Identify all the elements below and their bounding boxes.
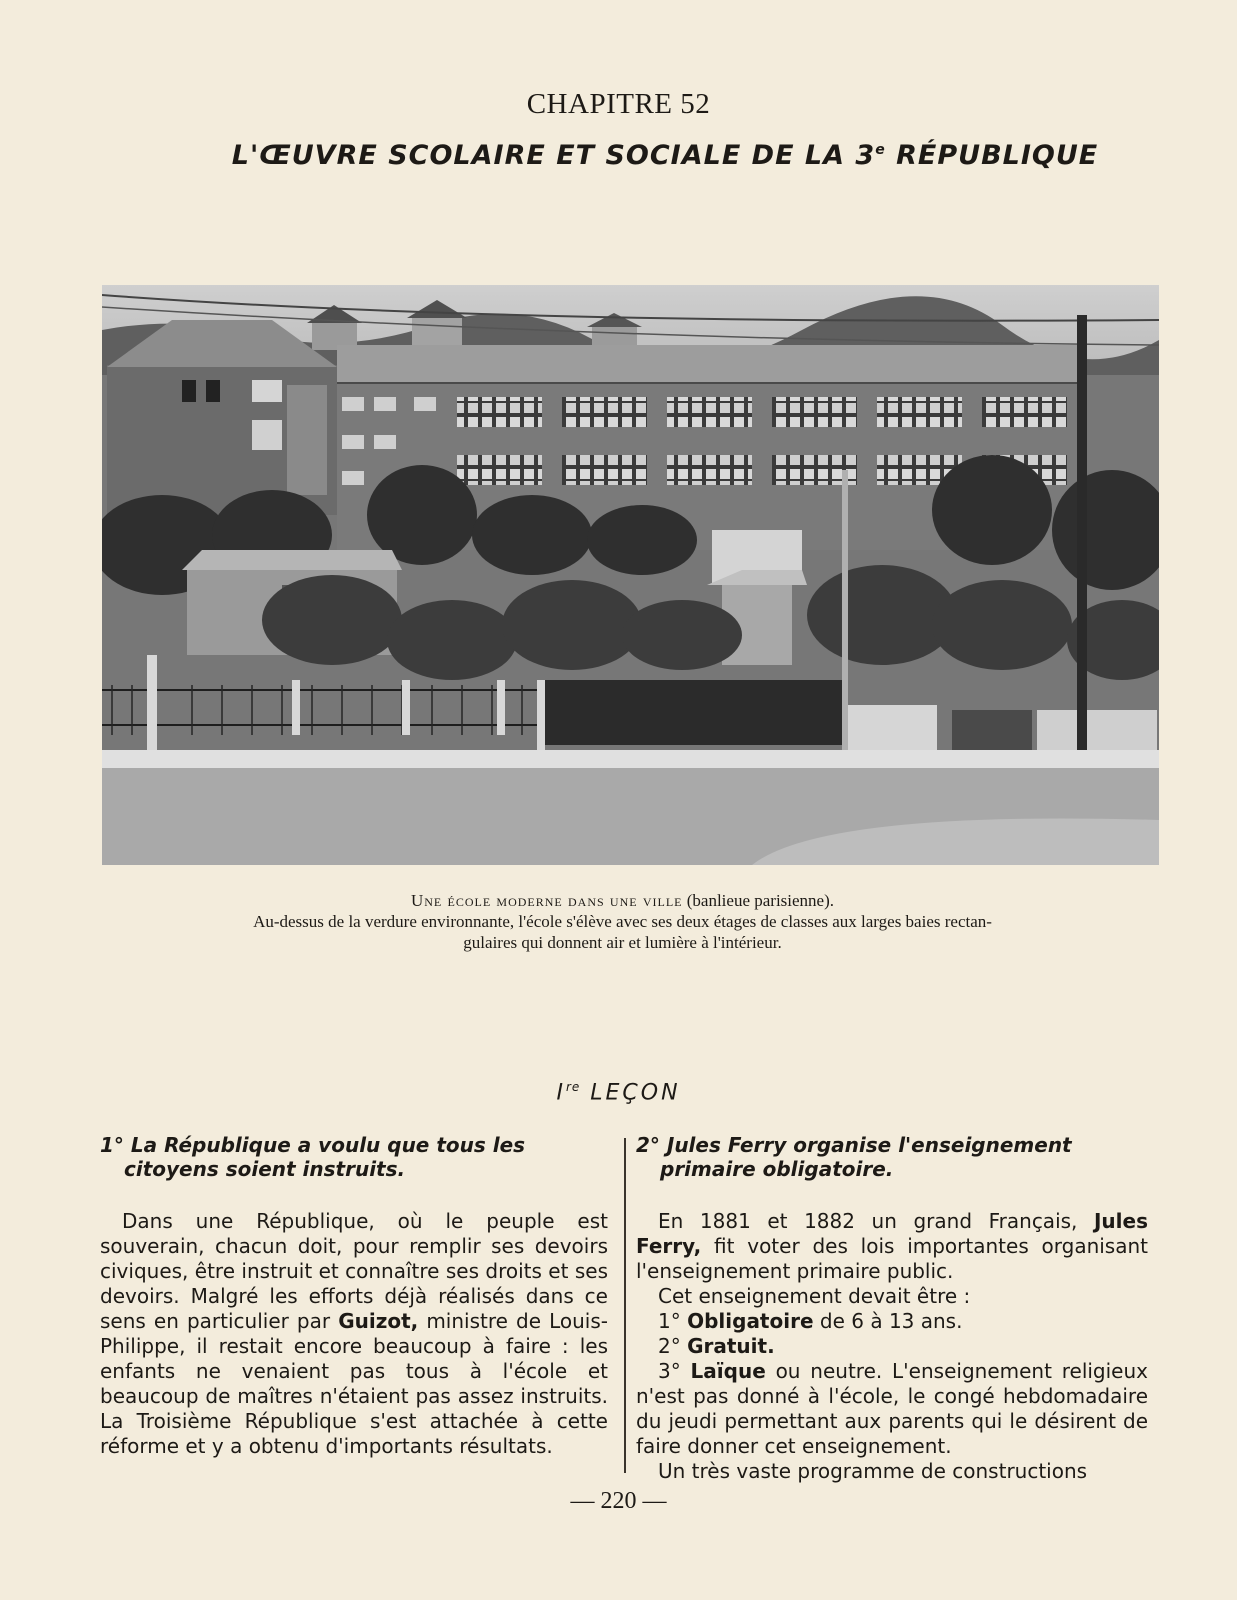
left-heading: 1° La République a voulu que tous les citoyens soient instruits.	[100, 1133, 526, 1181]
list-item-3-rest: ou neutre. L'enseignement religieux n'est pas donné à l'école, le congé hebdomadaire du jeudi permettant aux parents qui le désirent de faire donner cet enseignement.	[636, 1359, 1149, 1458]
left-column	[100, 1133, 608, 1459]
caption-line-2: Au-dessus de la verdure environnante, l'école s'élève avec ses deux étages de classes aux larges baies rectan-	[253, 912, 992, 931]
column-divider	[624, 1138, 626, 1473]
chapter-title	[80, 140, 1237, 171]
list-item-1-rest: de 6 à 13 ans.	[813, 1309, 963, 1333]
list-item-3	[636, 1359, 1148, 1459]
list-item-3-bold: Laïque	[690, 1359, 766, 1383]
list-item-2	[636, 1334, 1148, 1359]
school-photograph	[102, 285, 1159, 865]
list-item-1-number: 1°	[658, 1309, 688, 1333]
title-part-1: L'ŒUVRE SCOLAIRE ET SOCIALE DE LA 3	[231, 140, 876, 171]
list-item-2-bold: Gratuit.	[687, 1334, 775, 1358]
left-paragraph	[100, 1209, 608, 1459]
title-part-2: RÉPUBLIQUE	[885, 140, 1099, 171]
right-paragraph-2: Cet enseignement devait être :	[658, 1284, 971, 1308]
list-item-1-bold: Obligatoire	[687, 1309, 814, 1333]
photo-caption	[95, 890, 1150, 953]
list-item-2-number: 2°	[658, 1334, 688, 1358]
lesson-number: I	[556, 1080, 566, 1106]
page-number: — 220 —	[570, 1488, 667, 1514]
caption-line-1-end: (banlieue parisienne).	[682, 891, 835, 910]
list-item-1	[636, 1309, 1148, 1334]
list-item-3-number: 3°	[658, 1359, 691, 1383]
title-superscript: e	[875, 142, 886, 158]
lesson-word: LEÇON	[580, 1080, 681, 1106]
right-paragraph-1-end: fit voter des lois importantes organisant l'enseignement primaire public.	[636, 1234, 1148, 1283]
lesson-superscript: re	[565, 1080, 581, 1094]
school-photograph-drawing	[102, 285, 1159, 865]
caption-line-3: gulaires qui donnent air et lumière à l'intérieur.	[463, 933, 782, 952]
caption-line-1	[95, 890, 1150, 911]
ferry-name: Jules Ferry,	[636, 1209, 1148, 1258]
left-paragraph-start: Dans une République, où le peuple est souverain, chacun doit, pour remplir ses devoirs civiques, être instruit et connaître ses droits et ses devoirs. Malgré les efforts déjà réalisés dans ce sens en particulier par	[100, 1209, 608, 1333]
lesson-heading	[0, 1080, 1237, 1105]
right-paragraph-1	[636, 1209, 1148, 1284]
caption-smallcaps: Une école moderne dans une ville	[410, 891, 683, 910]
right-paragraph-1-start: En 1881 et 1882 un grand Français,	[658, 1209, 1094, 1233]
right-column	[636, 1133, 1148, 1484]
right-paragraph-last: Un très vaste programme de constructions	[658, 1459, 1088, 1483]
chapter-number: CHAPITRE 52	[526, 88, 711, 120]
left-paragraph-end: ministre de Louis-Philippe, il restait encore beaucoup à faire : les enfants ne venaient pas tous à l'école et beaucoup de maîtres n'étaient pas assez instruits. La Troisième République s'est attachée à cette réforme et y a obtenu d'importants résultats.	[100, 1309, 609, 1458]
right-heading: 2° Jules Ferry organise l'enseignement primaire obligatoire.	[636, 1133, 1072, 1181]
guizot-name: Guizot,	[338, 1309, 419, 1333]
